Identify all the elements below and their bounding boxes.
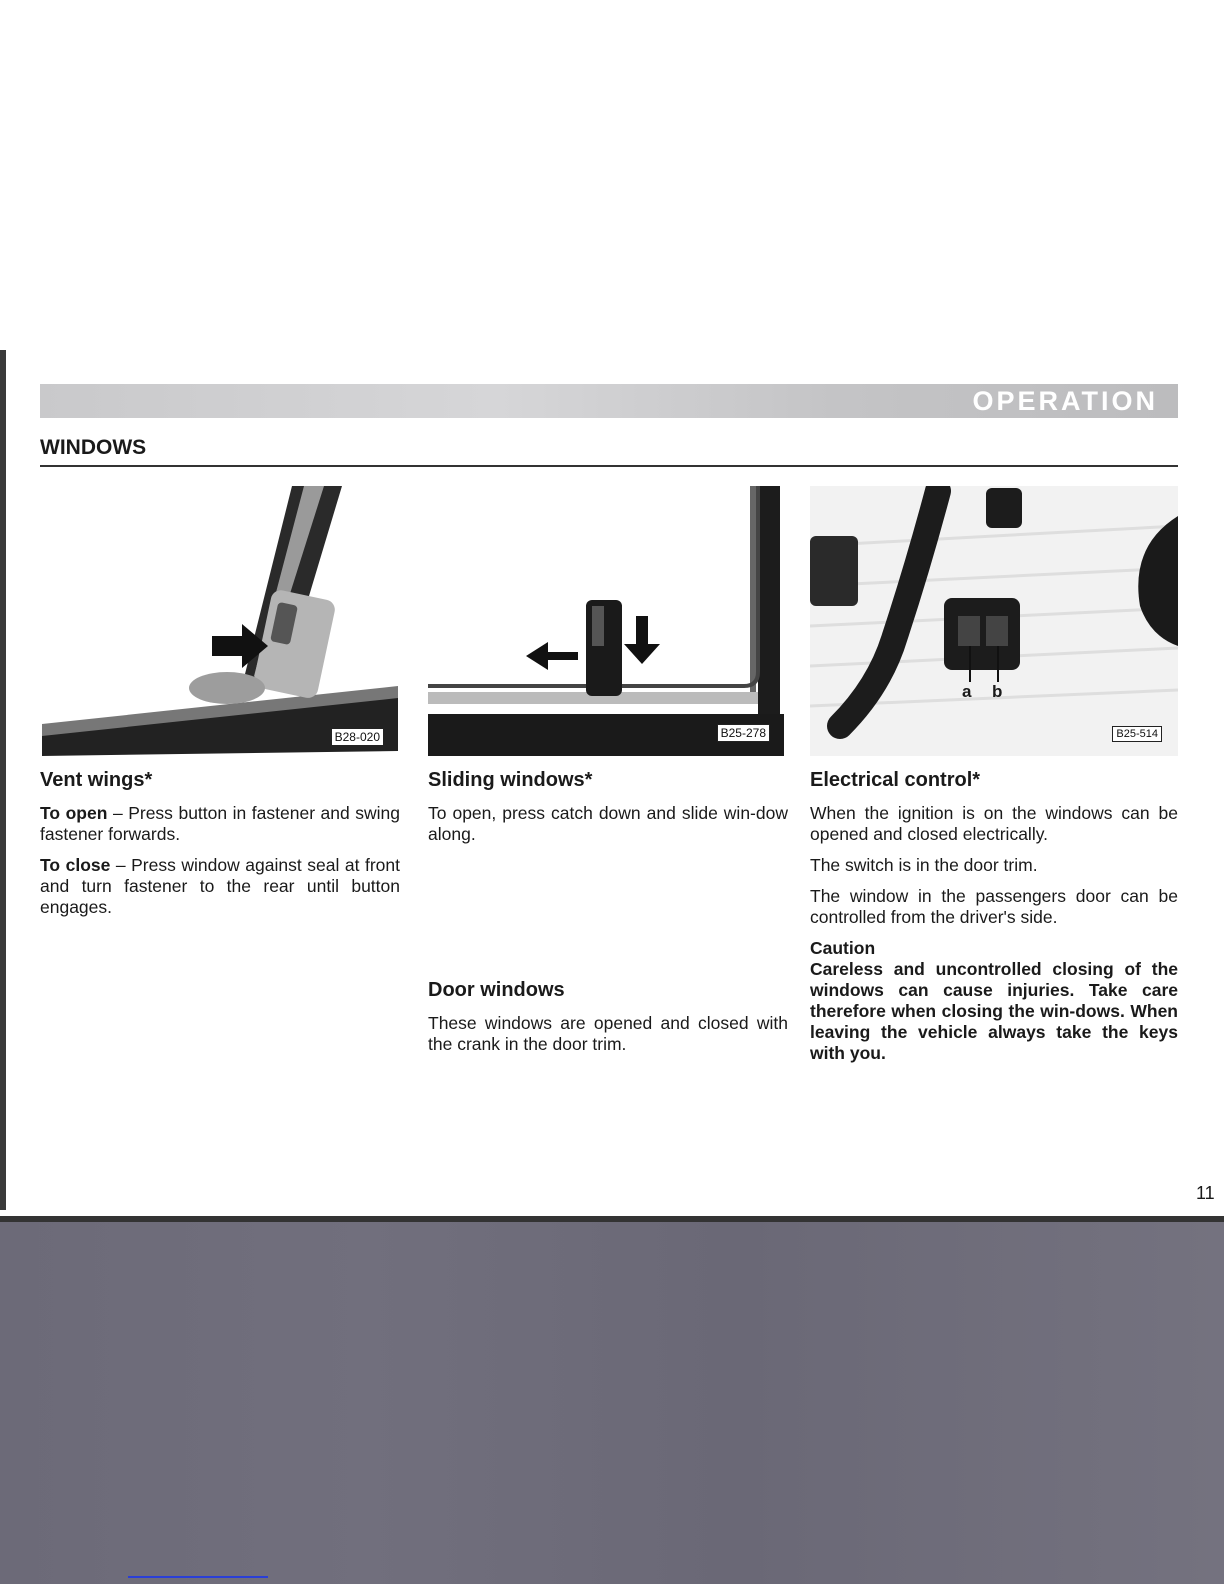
electrical-control-text-1: When the ignition is on the windows can be opened and closed electrically.: [810, 803, 1178, 844]
section-label: OPERATION: [972, 386, 1158, 416]
door-windows-text: These windows are opened and closed with the crank in the door trim.: [428, 1013, 788, 1054]
figure-vent-wing: [42, 486, 398, 756]
figure-electrical-switch: [810, 486, 1178, 756]
figure-sliding-window: [428, 486, 784, 756]
sliding-windows-title: Sliding windows: [428, 769, 585, 791]
sliding-windows-section: [428, 770, 788, 855]
page-title: WINDOWS: [40, 436, 147, 459]
asterisk-icon: *: [972, 769, 981, 791]
door-windows-section: [428, 980, 788, 1065]
electrical-control-section: [810, 770, 1178, 1064]
section-heading: [40, 770, 400, 791]
page-number: 11: [1196, 1183, 1215, 1203]
sliding-window-catch-photo: [428, 486, 784, 756]
page-left-edge: [0, 350, 6, 1210]
close-text: – Press window against seal at front and turn fastener to the rear until button engages.: [40, 855, 400, 917]
sliding-windows-text: To open, press catch down and slide win-dow along.: [428, 803, 788, 844]
vent-wings-section: [40, 770, 400, 928]
close-label: To close: [40, 855, 111, 875]
asterisk-icon: *: [144, 769, 153, 791]
caution-title: Caution: [810, 938, 876, 958]
open-text: – Press button in fastener and swing fastener forwards.: [40, 803, 401, 844]
door-trim-switch-photo: [810, 486, 1178, 756]
switch-label-a: a: [962, 682, 972, 701]
section-heading: [810, 770, 1178, 791]
vent-wings-title: Vent wings: [40, 769, 145, 791]
door-windows-title: Door windows: [428, 979, 565, 1001]
scan-background: [0, 1222, 1224, 1584]
section-heading: [428, 770, 788, 791]
figure-code: B25-514: [1112, 726, 1162, 742]
caution-text: Careless and uncontrolled closing of the windows can cause injuries. Take care therefore when closing the win-dows. When leaving the vehicle always take the keys with you.: [810, 959, 1178, 1063]
electrical-control-text-2: The switch is in the door trim.: [810, 855, 1038, 875]
asterisk-icon: *: [584, 769, 593, 791]
switch-label-b: b: [992, 682, 1003, 701]
electrical-control-title: Electrical control: [810, 769, 973, 791]
close-instruction: [40, 855, 400, 918]
blue-mark: [128, 1576, 268, 1578]
open-label: To open: [40, 803, 108, 823]
figure-code: B25-278: [717, 724, 770, 742]
title-rule: [40, 465, 1178, 467]
section-band: [40, 384, 1178, 418]
open-instruction: [40, 803, 400, 845]
figure-code: B28-020: [331, 728, 384, 746]
electrical-control-text-3: The window in the passengers door can be controlled from the driver's side.: [810, 886, 1178, 927]
vent-wing-fastener-photo: [42, 486, 398, 756]
